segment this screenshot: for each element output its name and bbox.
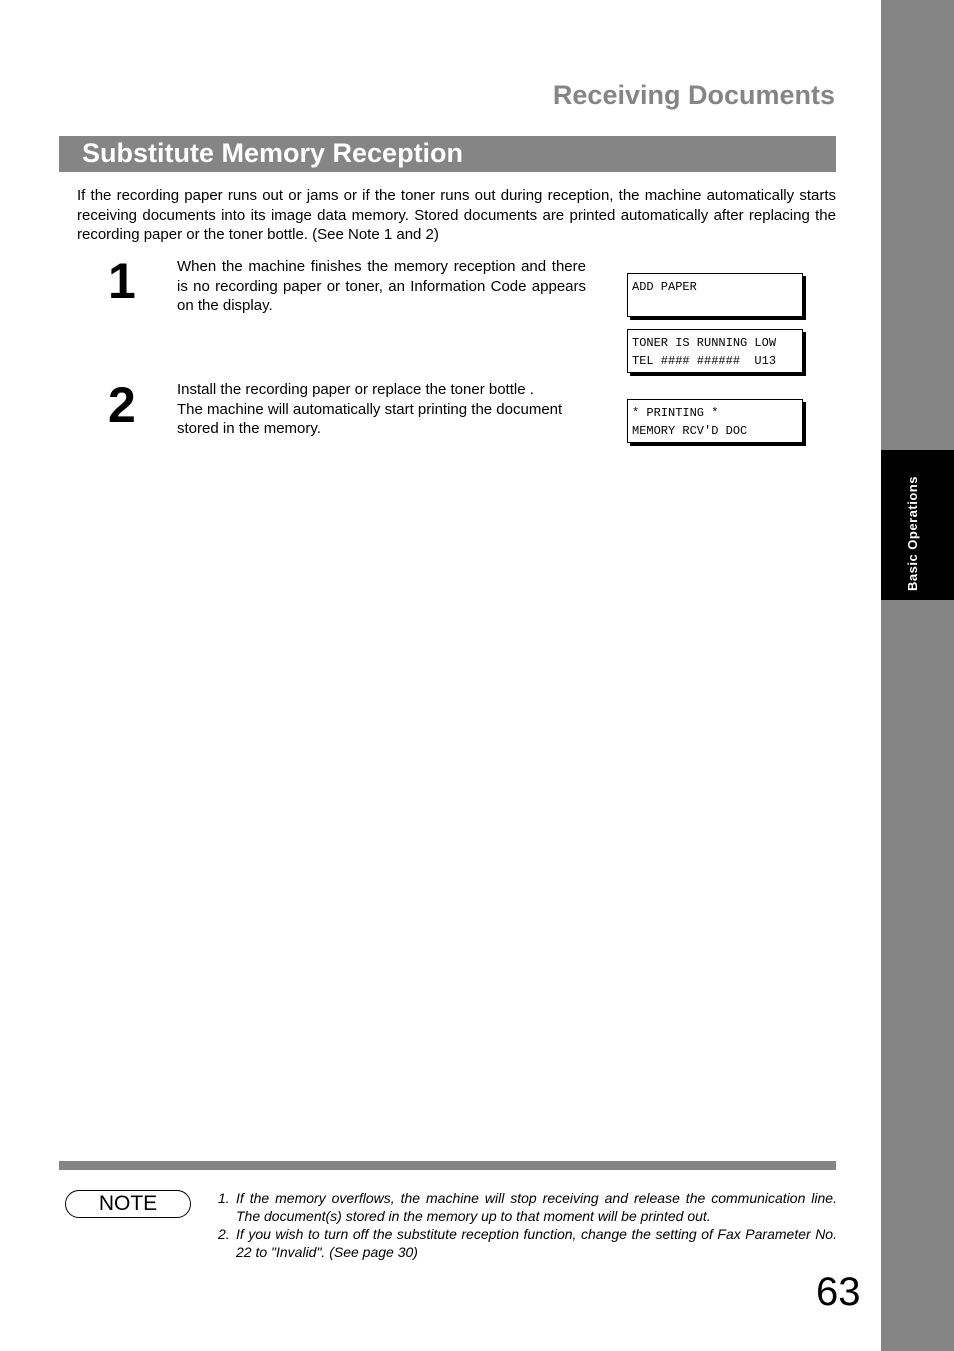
- lcd-line-1: ADD PAPER: [632, 280, 697, 294]
- page-header-title: Receiving Documents: [552, 80, 835, 110]
- note-item: [218, 1225, 837, 1261]
- note-divider: [59, 1161, 836, 1170]
- lcd-line-2: MEMORY RCV'D DOC: [632, 424, 748, 438]
- chapter-tab-label: Basic Operations: [905, 476, 920, 591]
- step-number-1: 1: [108, 253, 136, 309]
- note-item: [218, 1189, 837, 1225]
- section-title: Substitute Memory Reception: [82, 138, 464, 168]
- step-text-2: [177, 380, 586, 439]
- step-2-line-2: The machine will automatically start printing the document stored in the memory.: [177, 400, 563, 437]
- note-item-number: 2.: [218, 1226, 230, 1242]
- lcd-line-2: TEL #### ###### U13: [632, 354, 777, 368]
- note-item-number: 1.: [218, 1190, 230, 1206]
- intro-paragraph: If the recording paper runs out or jams or if the toner runs out during reception, the machine automatically starts receiving documents into its image data memory. Stored documents are printed automatically after replacing the recording paper or the toner bottle. (See Note 1 and 2): [77, 187, 836, 243]
- step-2-line-1: Install the recording paper or replace the toner bottle .: [177, 381, 534, 398]
- step-text-1: When the machine finishes the memory reception and there is no recording paper or toner, an Information Code appears on the display.: [177, 258, 586, 314]
- lcd-display-toner-low: [627, 329, 803, 373]
- lcd-display-printing: [627, 399, 803, 443]
- lcd-line-1: * PRINTING *: [632, 406, 719, 420]
- side-strip: [881, 0, 954, 1351]
- note-list: [218, 1189, 837, 1261]
- section-heading-bar: [59, 136, 836, 172]
- note-label: NOTE: [65, 1190, 191, 1218]
- note-item-text: If you wish to turn off the substitute reception function, change the setting of Fax Parameter No. 22 to "Invalid". (See page 30): [236, 1226, 837, 1260]
- lcd-line-1: TONER IS RUNNING LOW: [632, 336, 777, 350]
- lcd-display-add-paper: [627, 273, 803, 317]
- step-number-2: 2: [108, 377, 136, 433]
- page-number: 63: [816, 1270, 861, 1314]
- note-item-text: If the memory overflows, the machine will stop receiving and release the communication line. The document(s) stored in the memory up to that moment will be printed out.: [236, 1190, 837, 1224]
